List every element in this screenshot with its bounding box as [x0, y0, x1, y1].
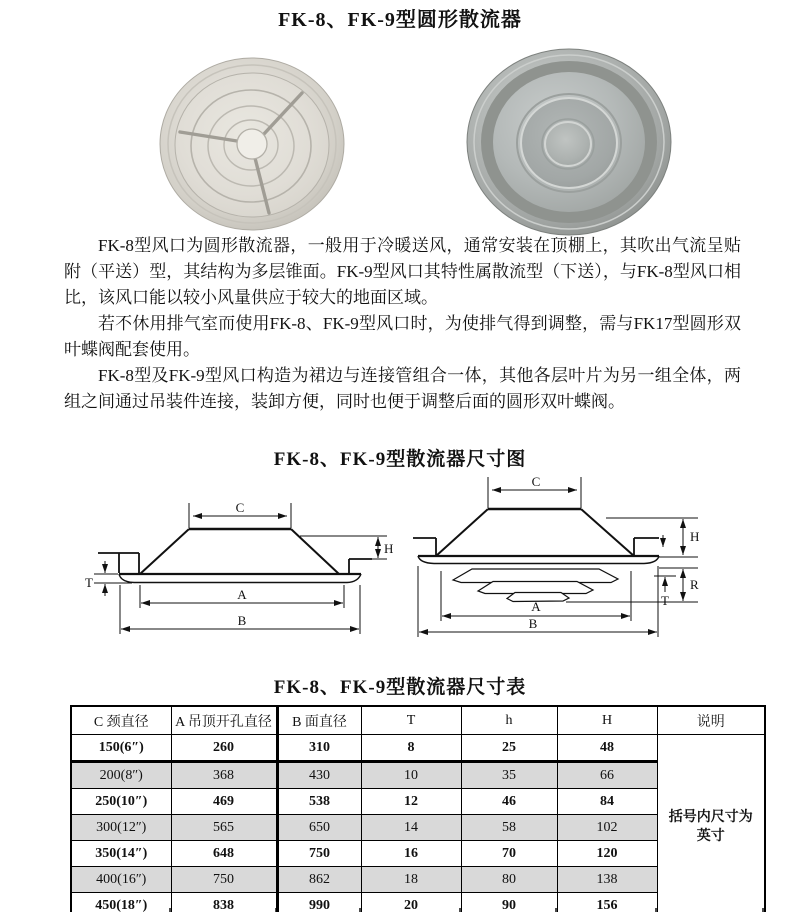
- table-bottom-line-stubs: [70, 908, 764, 912]
- dim-label-b: B: [237, 613, 247, 628]
- dim-label-a: A: [531, 599, 541, 614]
- table-cell: 84: [557, 789, 657, 815]
- dim-label-h: H: [384, 541, 394, 556]
- table-cell: 10: [361, 762, 461, 789]
- table-cell: 538: [277, 789, 361, 815]
- table-cell: 16: [361, 841, 461, 867]
- table-cell: 648: [171, 841, 277, 867]
- table-cell: 250(10″): [71, 789, 171, 815]
- fk8-product-photo: [156, 54, 348, 234]
- fk9-product-photo: [461, 46, 677, 238]
- table-cell: 12: [361, 789, 461, 815]
- table-row: [71, 735, 765, 762]
- table-cell: 565: [171, 815, 277, 841]
- page-title: FK-8、FK-9型圆形散流器: [278, 9, 522, 31]
- table-header-cell: 说明: [657, 706, 765, 735]
- table-cell: 138: [557, 867, 657, 893]
- table-section-title: FK-8、FK-9型散流器尺寸表: [273, 677, 527, 698]
- table-cell: 430: [277, 762, 361, 789]
- dim-label-t: T: [661, 593, 669, 608]
- table-cell: 48: [557, 735, 657, 762]
- table-cell: 102: [557, 815, 657, 841]
- dim-label-r: R: [690, 577, 699, 592]
- table-cell: 80: [461, 867, 557, 893]
- table-cell: 260: [171, 735, 277, 762]
- table-cell: 350(14″): [71, 841, 171, 867]
- table-header-cell: A 吊顶开孔直径: [171, 706, 277, 735]
- table-cell: 650: [277, 815, 361, 841]
- table-header-row: [71, 706, 765, 735]
- paragraph-2: 若不休用排气室而使用FK-8、FK-9型风口时，为使排气得到调整，需与FK17型圆形双叶蝶阀配套使用。: [64, 314, 741, 359]
- table-cell: 300(12″): [71, 815, 171, 841]
- table-cell: 750: [277, 841, 361, 867]
- table-cell: 70: [461, 841, 557, 867]
- table-cell: 120: [557, 841, 657, 867]
- table-cell: 20: [361, 893, 461, 912]
- fk8-dimension-diagram: [82, 486, 402, 654]
- diagram-section-title: FK-8、FK-9型散流器尺寸图: [273, 449, 527, 470]
- dim-label-c: C: [531, 474, 541, 489]
- table-cell: 66: [557, 762, 657, 789]
- table-cell: 58: [461, 815, 557, 841]
- table-cell: 150(6″): [71, 735, 171, 762]
- table-cell: 990: [277, 893, 361, 912]
- table-cell: 368: [171, 762, 277, 789]
- fk9-dimension-diagram: [396, 471, 726, 667]
- table-cell: 18: [361, 867, 461, 893]
- paragraph-3: FK-8型及FK-9型风口构造为裙边与连接管组合一体，其他各层叶片为另一组全体，两组之间通过吊装件连接，装卸方便，同时也便于调整后面的圆形双叶蝶阀。: [64, 366, 741, 411]
- table-cell: 469: [171, 789, 277, 815]
- table-cell: 35: [461, 762, 557, 789]
- table-cell: 750: [171, 867, 277, 893]
- dim-label-h: H: [690, 529, 700, 544]
- table-cell: 14: [361, 815, 461, 841]
- description-text: [64, 233, 741, 415]
- dim-label-t: T: [85, 575, 93, 590]
- table-cell: 200(8″): [71, 762, 171, 789]
- table-cell: 156: [557, 893, 657, 912]
- dim-label-a: A: [237, 587, 247, 602]
- dim-label-c: C: [235, 500, 245, 515]
- table-cell: 400(16″): [71, 867, 171, 893]
- table-header-cell: T: [361, 706, 461, 735]
- table-cell: 46: [461, 789, 557, 815]
- table-cell: 25: [461, 735, 557, 762]
- table-cell: 90: [461, 893, 557, 912]
- paragraph-1: FK-8型风口为圆形散流器，一般用于冷暖送风，通常安装在顶棚上，其吹出气流呈贴附（平送）型，其结构为多层锥面。FK-9型风口其特性属散流型（下送），与FK-8型风口相比，该风口能以较小风量供应于较大的地面区域。: [64, 236, 741, 307]
- table-header-cell: h: [461, 706, 557, 735]
- table-cell: 450(18″): [71, 893, 171, 912]
- table-cell: 310: [277, 735, 361, 762]
- table-header-cell: H: [557, 706, 657, 735]
- table-cell: 862: [277, 867, 361, 893]
- table-note-cell: 括号内尺寸为英寸: [657, 735, 765, 912]
- table-header-cell: C 颈直径: [71, 706, 171, 735]
- table-cell: 8: [361, 735, 461, 762]
- table-header-cell: B 面直径: [277, 706, 361, 735]
- dimensions-table: [70, 705, 766, 912]
- table-cell: 838: [171, 893, 277, 912]
- dim-label-b: B: [528, 616, 538, 631]
